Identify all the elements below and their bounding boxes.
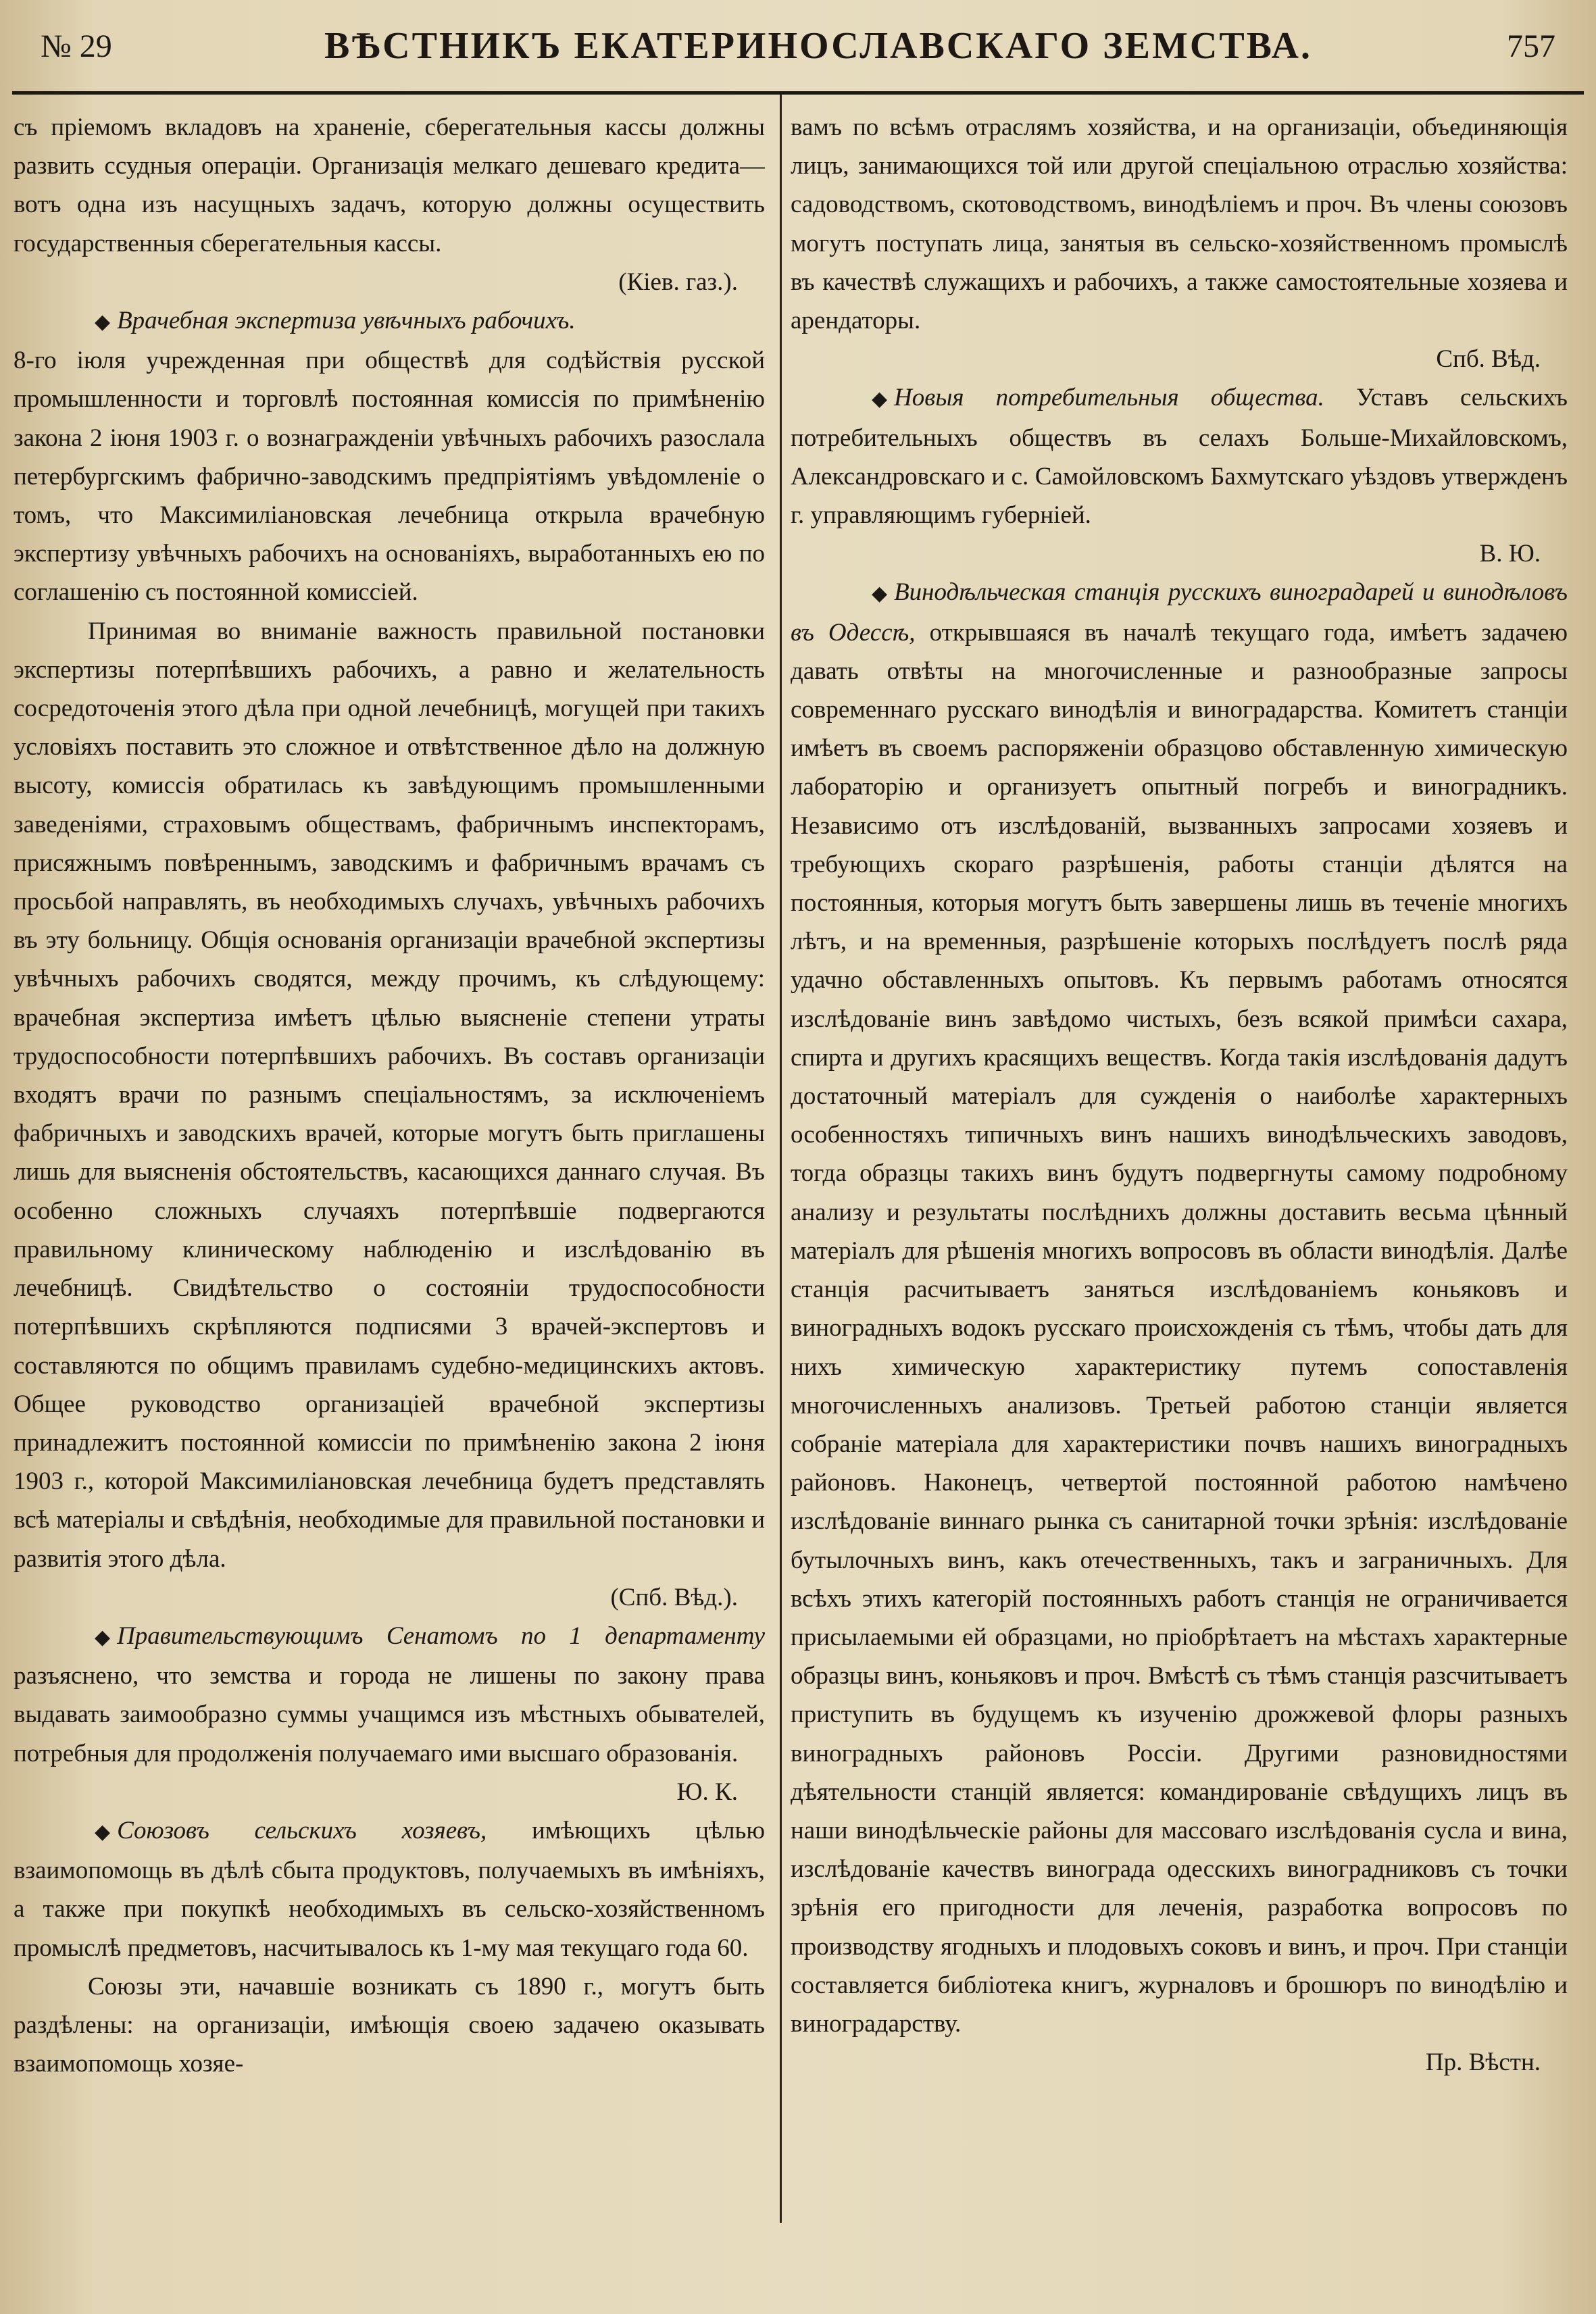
article-text: съ пріемомъ вкладовъ на храненіе, сберегательныя кассы должны развить ссудныя операціи. Организація мелкаго дешеваго кредита—вотъ одна изъ насущныхъ задачъ, которую должны осуществить государственныя сберегательныя кассы. bbox=[14, 114, 765, 257]
article-heading: Врачебная экспертиза увѣчныхъ рабочихъ. bbox=[117, 307, 576, 335]
article-text: 8-го іюля учрежденная при обществѣ для содѣйствія русской промышленности и торговлѣ постоянная комиссія по примѣненію закона 2 іюня 1903 г. о вознагражденіи увѣчныхъ рабочихъ разослала петербургскимъ фабрично-заводскимъ предпріятіямъ увѣдомленіе о томъ, что Максимиліановская лечебница открыла врачебную экспертизу увѣчныхъ рабочихъ на основаніяхъ, выработанныхъ ею по соглашенію съ постоянной комиссіей. bbox=[14, 347, 765, 607]
article-heading: Винодѣльческая станція русскихъ виноградарей и винодѣловъ въ Одессѣ, bbox=[791, 578, 1568, 647]
article bbox=[791, 378, 1568, 534]
article-text: имѣющихъ цѣлью взаимопомощь въ дѣлѣ сбыта продуктовъ, получаемыхъ въ имѣніяхъ, а также при покупкѣ необходимыхъ въ сельско-хозяйственномъ промыслѣ предметовъ, насчитывалось къ 1-му мая текущаго года 60. bbox=[14, 1816, 765, 1962]
article-source: (Кіев. газ.). bbox=[618, 268, 738, 296]
section-marker-icon: ◆ bbox=[872, 388, 888, 411]
article-heading: Союзовъ сельскихъ хозяевъ, bbox=[117, 1816, 487, 1844]
page-header bbox=[41, 5, 1555, 86]
article bbox=[14, 1811, 765, 1967]
section-marker-icon: ◆ bbox=[95, 311, 111, 334]
article bbox=[791, 573, 1568, 2043]
right-column bbox=[791, 108, 1568, 2243]
section-marker-icon: ◆ bbox=[872, 582, 888, 605]
page-number: 757 bbox=[1507, 28, 1555, 64]
section-marker-icon: ◆ bbox=[95, 1626, 111, 1649]
article-text: вамъ по всѣмъ отраслямъ хозяйства, и на организаціи, объединяющія лицъ, занимающихся той или другой спеціальною отраслью хозяйства: садоводствомъ, скотоводствомъ, винодѣліемъ и проч. Въ члены союзовъ могутъ поступать лица, занятыя въ сельско-хозяйственномъ промыслѣ въ качествѣ служащихъ и рабочихъ, а также самостоятельные хозяева и арендаторы. bbox=[791, 114, 1568, 335]
article bbox=[14, 301, 765, 341]
article-source: Ю. К. bbox=[676, 1778, 738, 1806]
article-text: открывшаяся въ началѣ текущаго года, имѣетъ задачею давать отвѣты на многочисленные и разнообразные запросы современнаго русскаго винодѣлія и виноградарства. Комитетъ станціи имѣетъ въ своемъ распоряженіи образцово обставленную химическую лабораторію и организуетъ опытный погребъ и виноградникъ. Независимо отъ изслѣдованій, вызванныхъ запросами хозяевъ и требующихъ скораго разрѣшенія, работы станціи дѣлятся на постоянныя, которыя могутъ быть завершены лишь въ теченіе многихъ лѣтъ, и на временныя, разрѣшеніе которыхъ послѣдуетъ послѣ ряда удачно обставленныхъ опытовъ. Къ первымъ работамъ относятся изслѣдованіе винъ завѣдомо чистыхъ, безъ всякой примѣси сахара, спирта и другихъ красящихъ веществъ. Когда такія изслѣдованія дадутъ достаточный матеріалъ для сужденія о наиболѣе характерныхъ особенностяхъ типичныхъ винъ нашихъ винодѣльческихъ заводовъ, тогда образцы такихъ винъ будутъ подвергнуты самому подробному анализу и результаты послѣднихъ должны доставить весьма цѣнный матеріалъ для рѣшенія многихъ вопросовъ въ области винодѣлія. Далѣе станція расчитываетъ заняться изслѣдованіемъ коньяковъ и виноградныхъ водокъ русскаго происхожденія съ тѣмъ, чтобы дать для нихъ химическую характеристику путемъ сопоставленія многочисленныхъ анализовъ. Третьей работою станціи является собраніе матеріала для характеристики почвъ нашихъ виноградныхъ районовъ. Наконецъ, четвертой постоянной работою намѣчено изслѣдованіе виннаго рынка съ санитарной точки зрѣнія: изслѣдованіе бутылочныхъ винъ, какъ отечественныхъ, такъ и заграничныхъ. Для всѣхъ этихъ категорій постоянныхъ работъ станція не ограничивается присылаемыми ей образцами, но пріобрѣтаетъ на мѣстахъ характерные образцы винъ, коньяковъ и проч. Вмѣстѣ съ тѣмъ станція разсчитываетъ приступить въ будущемъ къ изученію дрожжевой флоры разныхъ виноградныхъ районовъ Россіи. Другими разновидностями дѣятельности станцій является: командированіе свѣдущихъ лицъ въ наши винодѣльческіе районы для массоваго изслѣдованія сусла и вина, изслѣдованіе качествъ винограда одесскихъ виноградниковъ съ точки зрѣнія его пригодности для леченія, разработка вопросовъ по производству ягодныхъ и плодовыхъ соковъ и винъ, и проч. При станціи составляется библіотека книгъ, журналовъ и брошюръ по винодѣлію и виноградарству. bbox=[791, 618, 1568, 2038]
article bbox=[14, 1617, 765, 1773]
article-text: Уставъ сельскихъ потребительныхъ обществъ въ селахъ Больше-Михайловскомъ, Александровскаго и с. Самойловскомъ Бахмутскаго уѣздовъ утвержденъ г. управляющимъ губерніей. bbox=[791, 384, 1568, 530]
article-heading: Новыя потребительныя общества. bbox=[894, 384, 1324, 412]
publication-title: ВѢСТНИКЪ ЕКАТЕРИНОСЛАВСКАГО ЗЕМСТВА. bbox=[324, 25, 1312, 67]
article-text: Союзы эти, начавшіе возникать съ 1890 г., могутъ быть раздѣлены: на организаціи, имѣющія своею задачею оказывать взаимопомощь хозяе- bbox=[14, 1972, 765, 2078]
article-source: В. Ю. bbox=[1479, 540, 1541, 568]
section-marker-icon: ◆ bbox=[95, 1820, 111, 1843]
column-divider bbox=[780, 95, 782, 2223]
article-text: разъяснено, что земства и города не лишены по закону права выдавать заимообразно суммы учащимся изъ мѣстныхъ обывателей, потребныя для продолженія получаемаго ими высшаго образованія. bbox=[14, 1662, 765, 1767]
article-source: (Спб. Вѣд.). bbox=[610, 1583, 738, 1611]
issue-number: № 29 bbox=[41, 28, 112, 64]
left-column bbox=[14, 108, 765, 2243]
header-rule bbox=[12, 91, 1584, 95]
article-source: Пр. Вѣстн. bbox=[1425, 2048, 1541, 2077]
article-text: Принимая во вниманіе важность правильной постановки экспертизы потерпѣвшихъ рабочихъ, а равно и желательность сосредоточенія этого дѣла при одной лечебницѣ, могущей при такихъ условіяхъ поставить это сложное и отвѣтственное дѣло на должную высоту, комиссія обратилась къ завѣдующимъ промышленными заведеніями, страховымъ обществамъ, фабричнымъ инспекторамъ, присяжнымъ повѣреннымъ, заводскимъ и фабричнымъ врачамъ съ просьбой направлять, въ необходимыхъ случахъ, увѣчныхъ рабочихъ въ эту больницу. Общія основанія организаціи врачебной экспертизы увѣчныхъ рабочихъ сводятся, между прочимъ, къ слѣдующему: врачебная экспертиза имѣетъ цѣлью выясненіе степени утраты трудоспособности потерпѣвшихъ рабочихъ. Въ составъ организаціи входятъ врачи по разнымъ спеціальностямъ, за исключеніемъ фабричныхъ и заводскихъ врачей, которые могутъ быть приглашены лишь для выясненія обстоятельствъ, касающихся даннаго случая. Въ особенно сложныхъ случаяхъ потерпѣвшіе подвергаются правильному клиническому наблюденію и изслѣдованію въ лечебницѣ. Свидѣтельство о состояніи трудоспособности потерпѣвшихъ скрѣпляются подписями 3 врачей-экспертовъ и составляются по общимъ правиламъ судебно-медицинскихъ актовъ. Общее руководство организаціей врачебной экспертизы принадлежитъ постоянной комиссіи по примѣненію закона 2 іюня 1903 г., которой Максимиліановская лечебница будетъ представлять всѣ матеріалы и свѣдѣнія, необходимые для правильной постановки и развитія этого дѣла. bbox=[14, 617, 765, 1573]
article-heading: Правительствующимъ Сенатомъ по 1 департаменту bbox=[117, 1621, 765, 1650]
article-source: Спб. Вѣд. bbox=[1436, 345, 1541, 374]
